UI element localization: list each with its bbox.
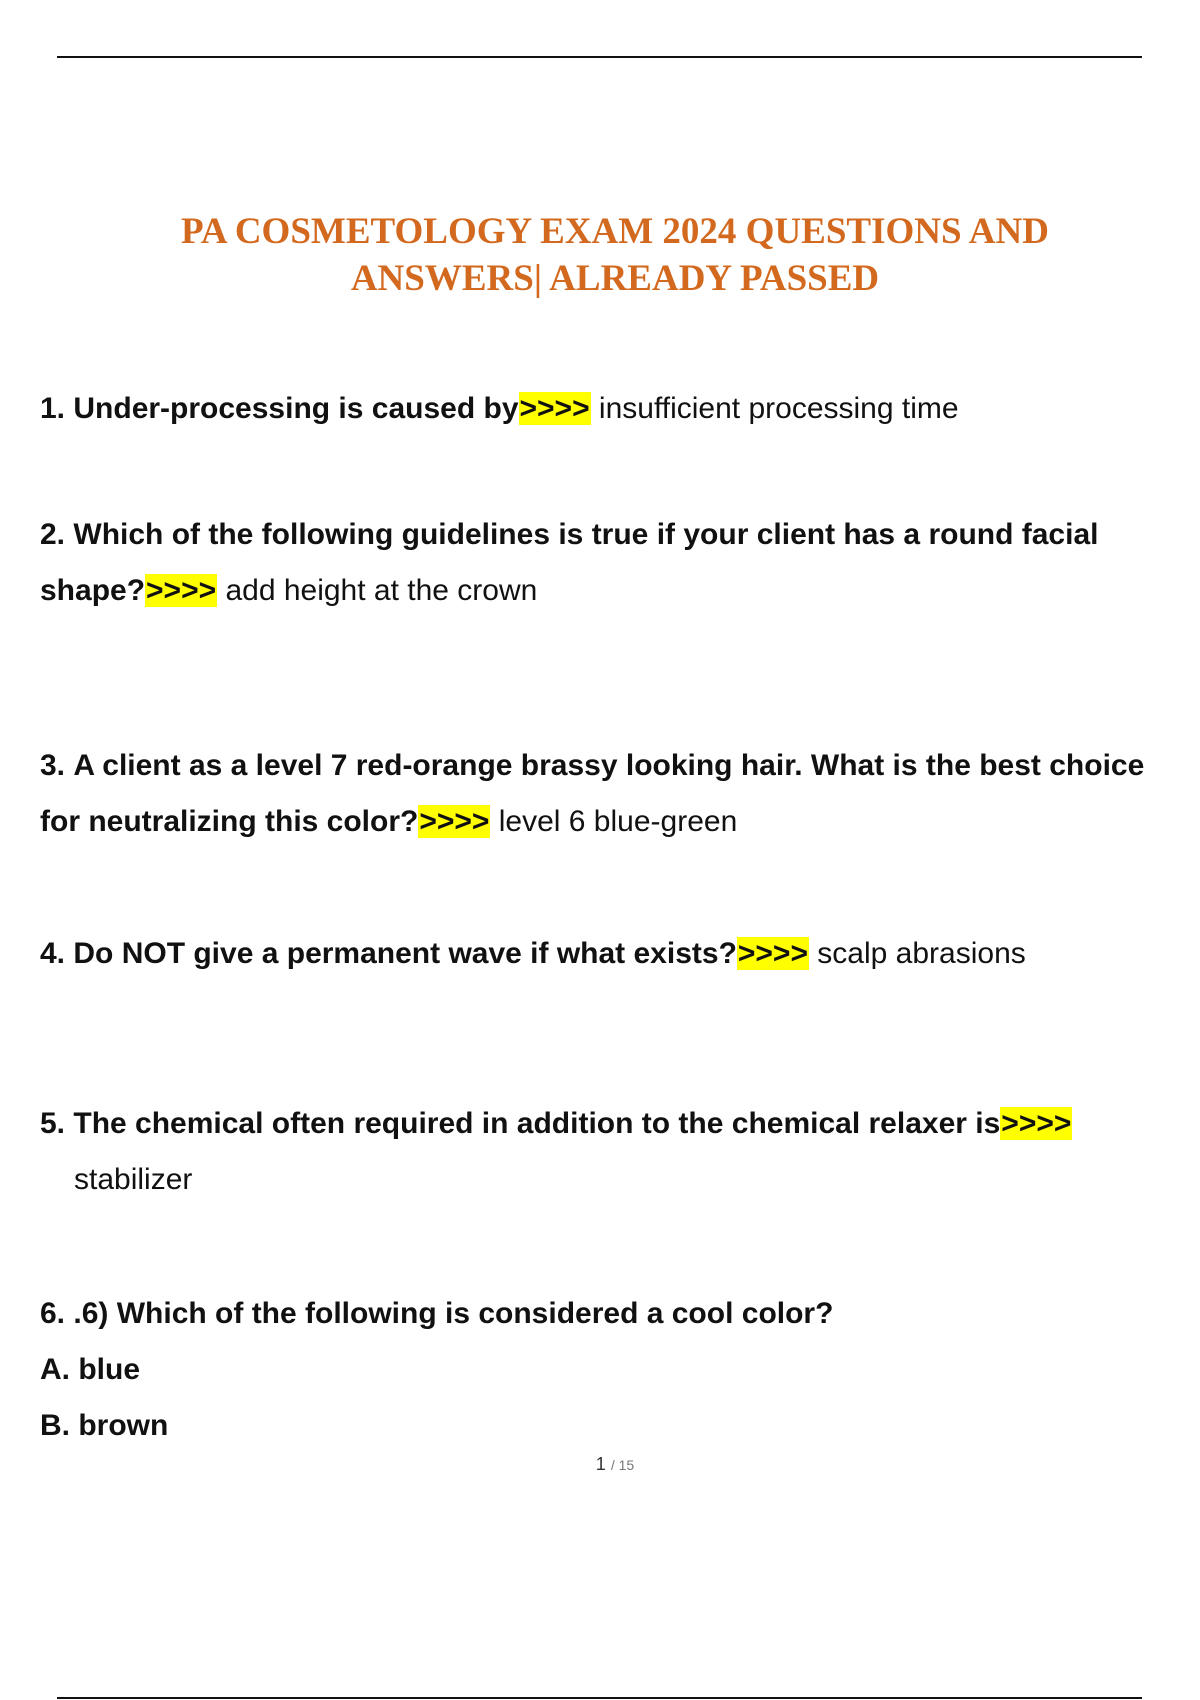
page-number [0, 1454, 1200, 1475]
answer-text: insufficient processing time [590, 392, 959, 425]
question-number: 3. [40, 749, 66, 782]
top-rule [57, 56, 1142, 58]
question-5 [40, 1096, 1180, 1208]
question-stem: Under-processing is caused by [73, 392, 519, 425]
question-number: 6. [40, 1297, 66, 1330]
page-current: 1 [595, 1454, 606, 1474]
title-line-1: PA COSMETOLOGY EXAM 2024 QUESTIONS AND [181, 211, 1049, 252]
question-number: 5. [40, 1107, 66, 1140]
question-6 [40, 1286, 1180, 1454]
question-3 [40, 738, 1180, 850]
question-stem: .6) Which of the following is considered a cool color? [73, 1297, 834, 1330]
answer-text: add height at the crown [217, 574, 538, 607]
title-line-2: ANSWERS| ALREADY PASSED [350, 258, 880, 299]
question-stem: Which of the following guidelines is true if your client has a round facial shape? [40, 518, 1099, 607]
answer-marker: >>>> [737, 937, 808, 970]
question-4 [40, 926, 1180, 982]
answer-text: level 6 blue-green [490, 805, 738, 838]
question-1 [40, 381, 1180, 437]
question-number: 2. [40, 518, 66, 551]
question-2 [40, 507, 1180, 619]
option-a: A. blue [40, 1353, 141, 1386]
question-number: 4. [40, 937, 66, 970]
page-total: / 15 [610, 1457, 635, 1473]
option-b: B. brown [40, 1409, 169, 1442]
answer-marker: >>>> [1001, 1107, 1072, 1140]
answer-marker: >>>> [519, 392, 590, 425]
answer-marker: >>>> [419, 805, 490, 838]
answer-text: stabilizer [74, 1163, 193, 1196]
question-stem: The chemical often required in addition to the chemical relaxer is [73, 1107, 1001, 1140]
answer-marker: >>>> [146, 574, 217, 607]
bottom-rule [57, 1697, 1142, 1699]
document-title [80, 208, 1150, 302]
question-stem: A client as a level 7 red-orange brassy looking hair. What is the best choice for neutralizing this color? [40, 749, 1145, 838]
answer-text: scalp abrasions [808, 937, 1026, 970]
question-stem: Do NOT give a permanent wave if what exists? [73, 937, 737, 970]
question-number: 1. [40, 392, 66, 425]
